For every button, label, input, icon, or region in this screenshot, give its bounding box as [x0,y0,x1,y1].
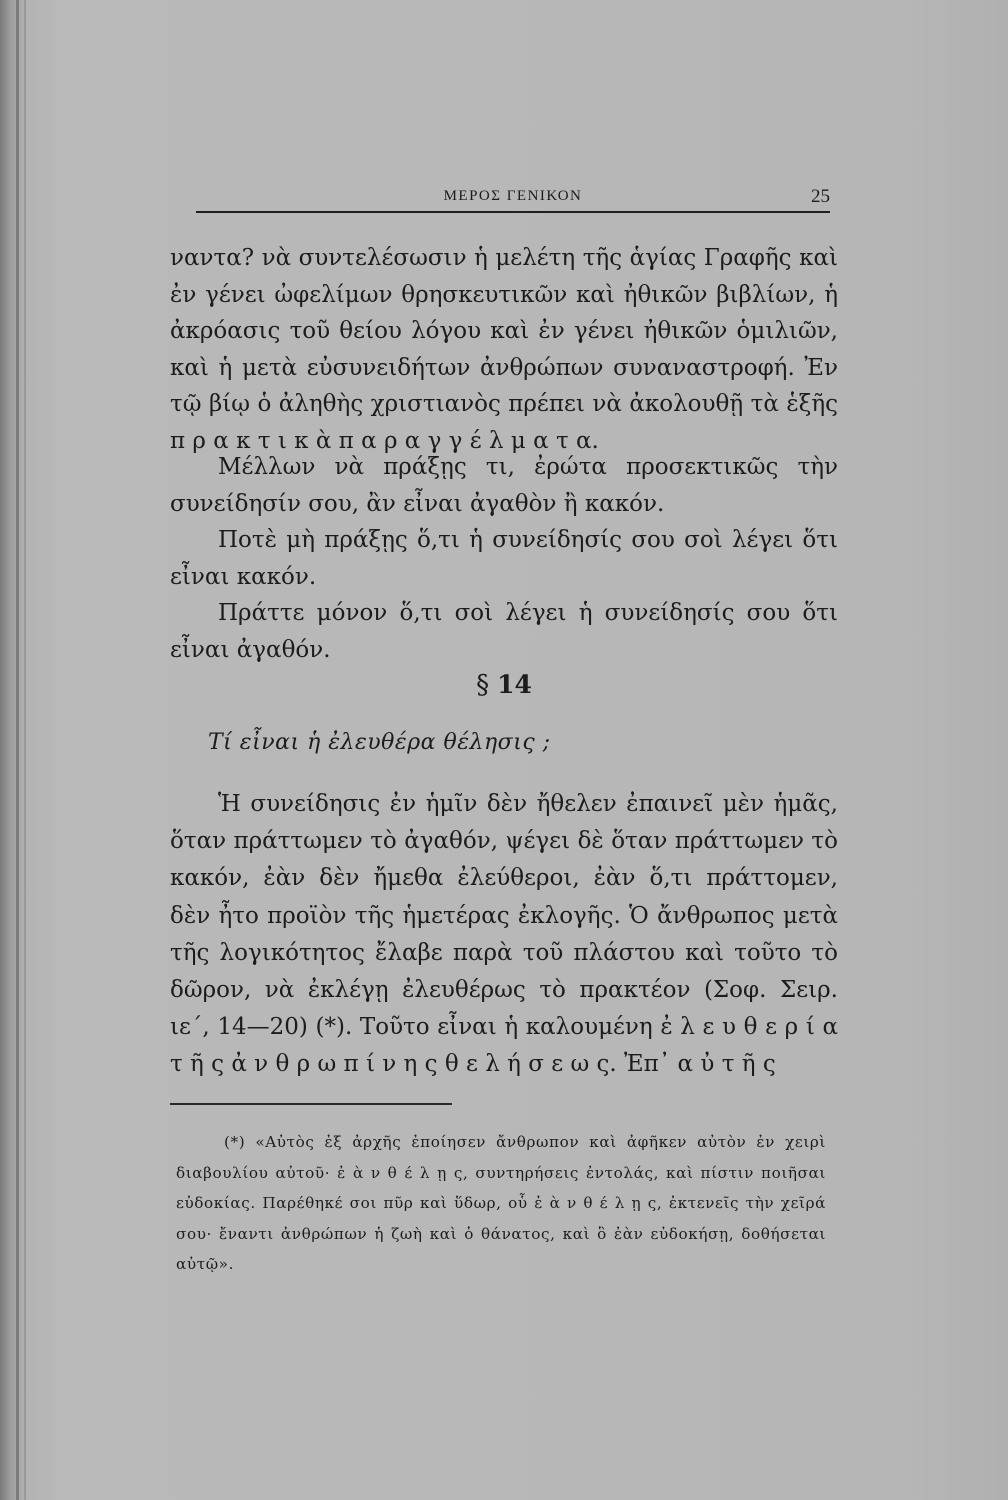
section-heading [0,670,1008,700]
footnote-rule [170,1103,452,1105]
section-number: 14 [497,670,532,699]
running-title: ΜΕΡΟΣ ΓΕΝΙΚΟΝ [443,188,583,204]
paragraph-free-will: Ἡ συνείδησις ἐν ἡμῖν δὲν ἤθελεν ἐπαινεῖ μὲν ἡμᾶς, ὅταν πράττωμεν τὸ ἀγαθόν, ψέγει δὲ ὅταν πράττωμεν τὸ κακόν, ἐὰν δὲν ἤμεθα ἐλεύθεροι, ἐὰν ὅ,τι πράττομεν, δὲν ἦτο προϊὸν τῆς ἡμετέρας ἐκλογῆς. Ὁ ἄνθρωπος μετὰ τῆς λογικότητος ἔλαβε παρὰ τοῦ πλάστου καὶ τοῦτο τὸ δῶρον, νὰ ἐκλέγῃ ἐλευθέρως τὸ πρακτέον (Σοφ. Σειρ. ιε΄, 14—20) (*). Τοῦτο εἶναι ἡ καλουμένη ἐ λ ε υ θ ε ρ ί α τ ῆ ς ἀ ν θ ρ ω π ί ν η ς θ ε λ ή σ ε ω ς. Ἐπ᾿ α ὐ τ ῆ ς [170,791,838,1078]
header-rule [196,211,830,213]
paragraph-practical-precepts: ναντα? νὰ συντελέσωσιν ἡ μελέτη τῆς ἁγίας Γραφῆς καὶ ἐν γένει ὠφελίμων θρησκευτικῶν καὶ ἠθικῶν βιβλίων, ἡ ἀκρόασις τοῦ θείου λόγου καὶ ἐν γένει ἠθικῶν ὁμιλιῶν, καὶ ἡ μετὰ εὐσυνειδήτων ἀνθρώπων συναναστροφή. Ἐν τῷ βίῳ ὁ ἀληθὴς χριστιανὸς πρέπει νὰ ἀκολουθῇ τὰ ἑξῆς π ρ α κ τ ι κ ὰ π α ρ α γ γ έ λ μ α τ α. [170,245,838,454]
binding-gutter-edge [24,0,26,1500]
precept-1: Μέλλων νὰ πράξῃς τι, ἐρώτα προσεκτικῶς τὴν συνείδησίν σου, ἂν εἶναι ἀγαθὸν ἢ κακόν. [170,454,838,517]
running-header [196,186,830,212]
binding-gutter-shadow [16,0,19,1500]
precept-3: Πράττε μόνον ὅ,τι σοὶ λέγει ἡ συνείδησίς σου ὅτι εἶναι ἀγαθόν. [170,600,838,663]
section-question: Τί εἶναι ἡ ἐλευθέρα θέλησις ; [208,730,551,755]
footnote-text: (*) «Αὐτὸς ἐξ ἀρχῆς ἐποίησεν ἄνθρωπον καὶ ἀφῆκεν αὐτὸν ἐν χειρὶ διαβουλίου αὐτοῦ· ἐ ὰ ν θ έ λ ῃ ς, συντηρήσεις ἐντολάς, καὶ πίστιν ποιῆσαι εὐδοκίας. Παρέθηκέ σοι πῦρ καὶ ὕδωρ, οὗ ἐ ὰ ν θ έ λ ῃ ς, ἐκτενεῖς τὴν χεῖρά σου· ἔναντι ἀνθρώπων ἡ ζωὴ καὶ ὁ θάνατος, καὶ ὃ ἐὰν εὐδοκήσῃ, δοθήσεται αὐτῷ». [176,1133,826,1273]
precept-2: Ποτὲ μὴ πράξῃς ὅ,τι ἡ συνείδησίς σου σοὶ λέγει ὅτι εἶναι κακόν. [170,527,838,590]
continued-paragraph [170,240,838,459]
footnote [176,1127,826,1280]
section-body [170,786,838,1084]
page-number: 25 [811,186,830,207]
section-symbol: § [476,670,490,700]
precepts-list [170,449,838,668]
